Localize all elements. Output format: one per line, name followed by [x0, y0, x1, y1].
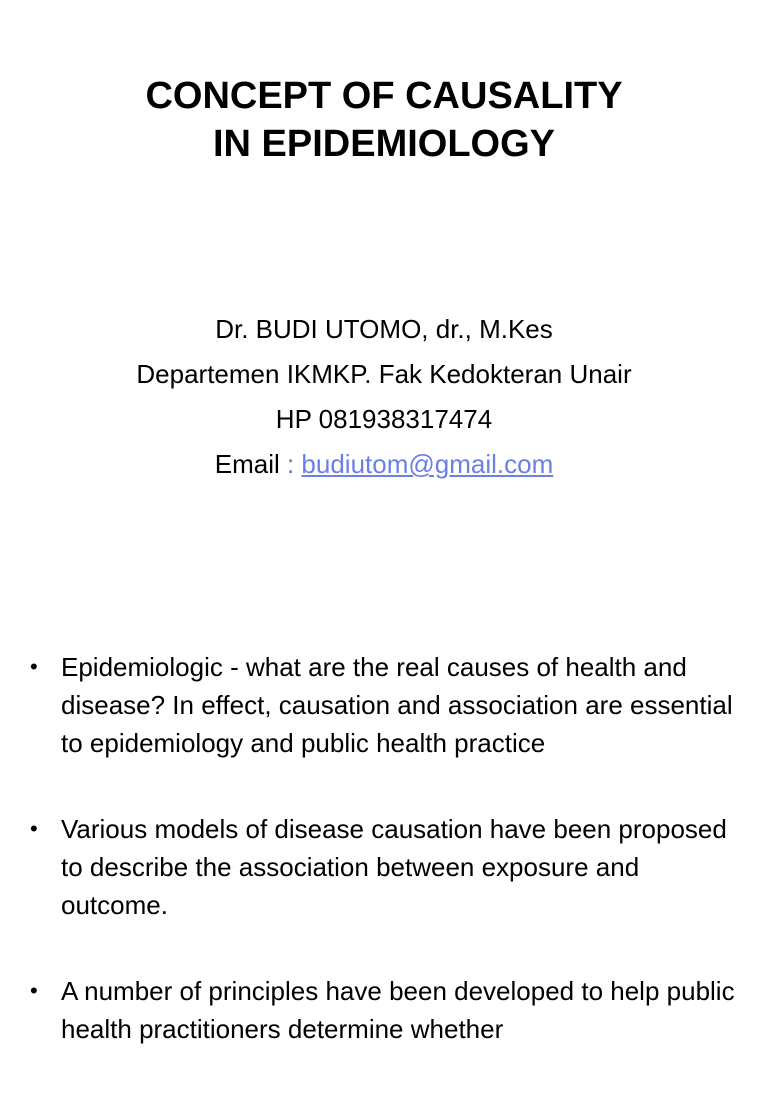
bullet-item — [30, 648, 750, 762]
phone-number: HP 081938317474 — [275, 404, 493, 434]
author-info — [0, 307, 768, 487]
bullet-text: Various models of disease causation have been proposed to describe the association between exposure and outcome. — [61, 814, 727, 920]
department-name: Departemen IKMKP. Fak Kedokteran Unair — [136, 359, 632, 389]
email-separator: : — [279, 449, 302, 479]
title-line-1: CONCEPT OF CAUSALITY — [145, 75, 623, 117]
bullet-item — [30, 810, 750, 924]
bullet-item — [30, 972, 750, 1048]
author-name: Dr. BUDI UTOMO, dr., M.Kes — [215, 314, 553, 344]
bullet-text: A number of principles have been developed to help public health practitioners determine whether — [61, 976, 735, 1044]
email-line — [0, 442, 768, 487]
bullet-icon: • — [30, 816, 38, 841]
title-line-2: IN EPIDEMIOLOGY — [212, 123, 556, 165]
slide-title — [0, 72, 768, 168]
bullet-icon: • — [30, 978, 38, 1003]
bullet-text: Epidemiologic - what are the real causes of health and disease? In effect, causation and association are essential to epidemiology and public health practice — [61, 652, 733, 758]
content-slide — [0, 560, 768, 1044]
bullet-list — [30, 648, 750, 1096]
email-link[interactable]: budiutom@gmail.com — [301, 449, 554, 479]
email-label: Email — [214, 449, 280, 479]
bullet-icon: • — [30, 654, 38, 679]
